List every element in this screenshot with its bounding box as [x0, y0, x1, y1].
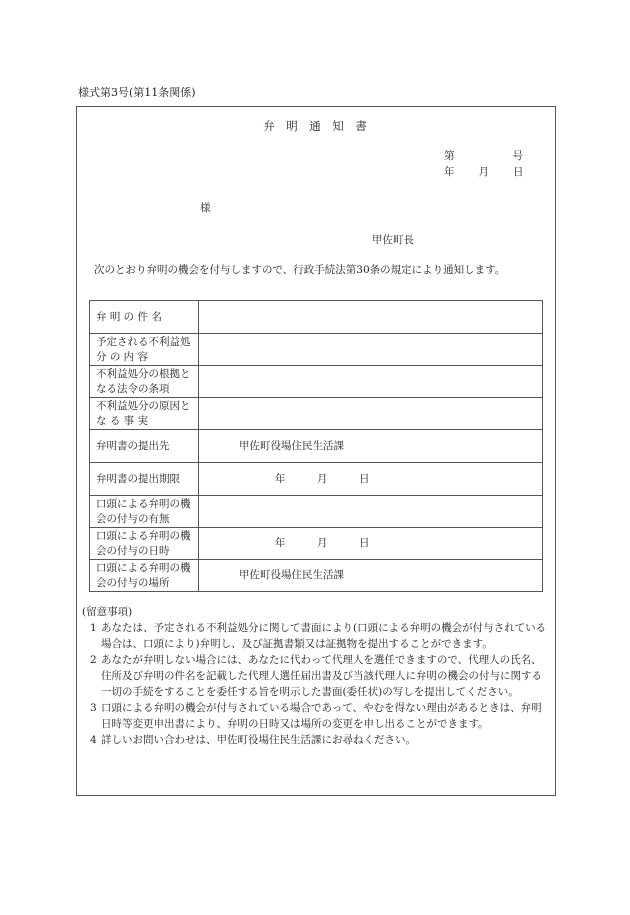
note-text: 詳しいお問い合わせは、甲佐町役場住民生活課にお尋ねください。 [101, 734, 416, 746]
table-row [90, 366, 543, 398]
row-value [199, 496, 543, 528]
document-title: 弁 明 通 知 書 [263, 119, 367, 133]
sender-name: 甲佐町長 [372, 234, 414, 246]
note-text: あなたは、予定される不利益処分に関して書面により(口頭による弁明の機会が付与されている場合は、口頭により)弁明し、及び証拠書類又は証拠物を提出することができます。 [101, 622, 547, 650]
note-text: あなたが弁明しない場合には、あなたに代わって代理人を選任できますので、代理人の氏名、住所及び弁明の件名を記載した代理人選任届出書及び当該代理人に弁明の機会の付与に関する一切の手続をすることを委任する旨を明示した書面(委任状)の写しを提出してください。 [101, 654, 542, 698]
table-row [90, 463, 543, 496]
table-row [90, 301, 543, 334]
note-number: 2 [90, 654, 97, 666]
note-number: 3 [90, 702, 97, 714]
row-label: 口頭による弁明の機会の付与の日時 [90, 528, 199, 560]
form-number-label: 様式第3号(第11条関係) [78, 86, 196, 99]
submission-deadline: 年 月 日 [199, 463, 543, 496]
number-suffix: 号 [512, 150, 523, 162]
table-row [90, 334, 543, 366]
date-year: 年 [444, 166, 455, 178]
date-month: 月 [478, 166, 489, 178]
notes-heading: (留意事項) [82, 606, 133, 618]
row-label: 不利益処分の原因と な る 事 実 [90, 398, 199, 430]
row-label: 不利益処分の根拠となる法令の条項 [90, 366, 199, 398]
oral-hearing-datetime: 年 月 日 [199, 528, 543, 560]
note-item [82, 620, 550, 652]
table-row [90, 496, 543, 528]
table-row [90, 430, 543, 463]
notice-date-line [444, 164, 524, 179]
table-row [90, 398, 543, 430]
table-row [90, 560, 543, 592]
note-number: 1 [90, 622, 97, 634]
row-label: 弁明書の提出先 [90, 430, 199, 463]
note-number: 4 [90, 734, 97, 746]
row-value [199, 334, 543, 366]
date-day: 日 [513, 166, 524, 178]
number-prefix: 第 [444, 150, 455, 162]
row-value [199, 366, 543, 398]
note-item [82, 732, 550, 748]
note-item [82, 700, 550, 732]
row-label: 弁 明 の 件 名 [90, 301, 199, 334]
table-row [90, 528, 543, 560]
row-label: 弁明書の提出期限 [90, 463, 199, 496]
notes-list [82, 620, 550, 748]
row-label: 予定される不利益処 分 の 内 容 [90, 334, 199, 366]
submission-destination: 甲佐町役場住民生活課 [199, 430, 543, 463]
note-text: 口頭による弁明の機会が付与されている場合であって、やむを得ない理由があるときは、弁明日時等変更申出書により、弁明の日時又は場所の変更を申し出ることができます。 [101, 702, 542, 730]
addressee-suffix: 様 [200, 202, 211, 214]
oral-hearing-place: 甲佐町役場住民生活課 [199, 560, 543, 592]
note-item [82, 652, 550, 700]
row-label: 口頭による弁明の機会の付与の場所 [90, 560, 199, 592]
intro-text: 次のとおり弁明の機会を付与しますので、行政手続法第30条の規定により通知します。 [94, 264, 506, 276]
row-label: 口頭による弁明の機会の付与の有無 [90, 496, 199, 528]
notice-table [89, 300, 543, 592]
row-value [199, 301, 543, 334]
notice-number-line [444, 148, 523, 163]
row-value [199, 398, 543, 430]
